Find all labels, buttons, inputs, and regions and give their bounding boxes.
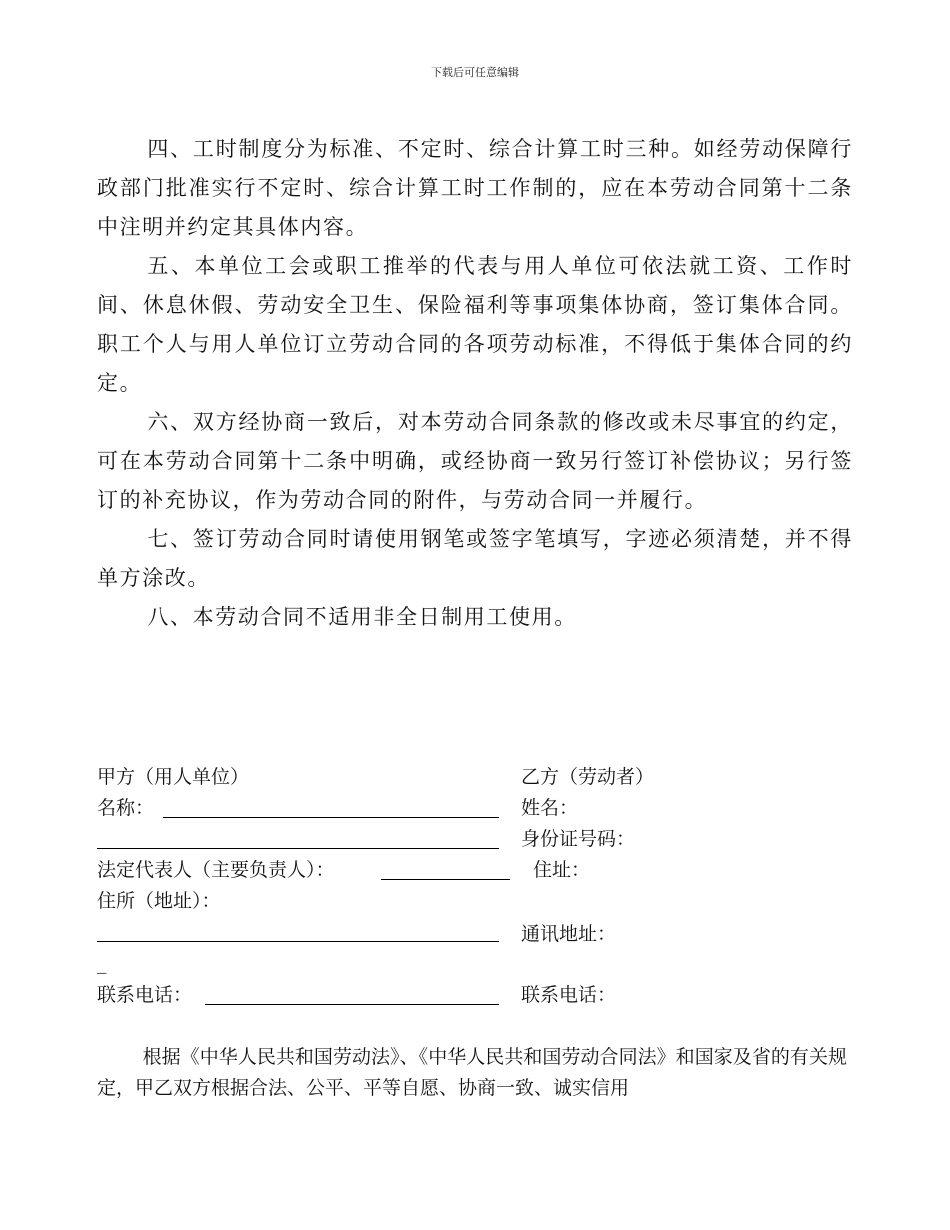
party-a-name-field[interactable] [163,817,499,818]
term-6: 六、双方经协商一致后，对本劳动合同条款的修改或未尽事宜的约定，可在本劳动合同第十二条中明确，或经协商一致另行签订补偿协议；另行签订的补充协议，作为劳动合同的附件，与劳动合同一并履行。 [97,410,853,512]
header-note: 下载后可任意编辑 [431,66,519,79]
party-a-phone-label: 联系电话： [97,984,193,1006]
party-a-heading: 甲方（用人单位） [97,766,250,788]
party-a-phone-field[interactable] [205,1004,499,1005]
party-a-name-field-continued[interactable] [97,848,499,849]
party-b-address-label: 住址： [533,859,591,881]
party-a-representative-field[interactable] [381,879,510,880]
party-b-name-label: 姓名： [521,797,579,819]
term-7: 七、签订劳动合同时请使用钢笔或签字笔填写，字迹必须清楚，并不得单方涂改。 [97,527,853,590]
party-b-id-label: 身份证号码： [521,828,636,850]
party-a-stray-mark: _ [97,952,107,974]
party-b-heading: 乙方（劳动者） [521,766,655,788]
term-5: 五、本单位工会或职工推举的代表与用人单位可依法就工资、工作时间、休息休假、劳动安全卫生、保险福利等事项集体协商，签订集体合同。职工个人与用人单位订立劳动合同的各项劳动标准，不得低于集体合同的约定。 [97,254,853,395]
party-a-address-field[interactable] [97,941,499,942]
intro-paragraph: 根据《中华人民共和国劳动法》、《中华人民共和国劳动合同法》和国家及省的有关规定，甲乙双方根据合法、公平、平等自愿、协商一致、诚实信用 [97,1046,847,1099]
party-a-representative-label: 法定代表人（主要负责人）： [97,859,335,881]
party-b-phone-label: 联系电话： [521,984,617,1006]
term-4: 四、工时制度分为标准、不定时、综合计算工时三种。如经劳动保障行政部门批准实行不定时、综合计算工时工作制的，应在本劳动合同第十二条中注明并约定其具体内容。 [97,137,853,239]
party-a-address-label: 住所（地址）： [97,890,221,912]
party-a-name-label: 名称： [97,797,155,819]
party-b-mail-label: 通讯地址： [521,923,617,945]
contract-terms [97,130,853,637]
term-8: 八、本劳动合同不适用非全日制用工使用。 [147,605,577,629]
contract-intro [97,1042,847,1104]
